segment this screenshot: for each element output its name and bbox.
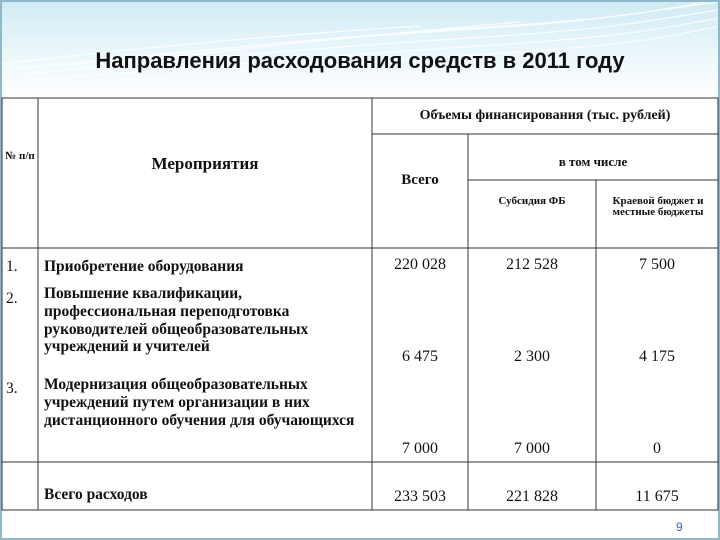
row-1-total: 220 028 [394,256,446,273]
row-2-total: 6 475 [402,348,438,365]
header-subsidy: Субсидия ФБ [498,195,566,207]
row-3-total: 7 000 [402,440,438,457]
header-no: № п/п [5,150,35,162]
total-row-regional: 11 675 [635,488,679,505]
row-1-subsidy: 212 528 [506,256,558,273]
slide-title: Направления расходования средств в 2011 году [95,48,625,73]
row-2-event: Повышение квалификации, профессиональная переподготовка руководителей общеобразовательных учреждений и учителей [44,285,309,356]
total-row-total: 233 503 [394,488,446,505]
header-total: Всего [401,172,439,188]
header-event: Мероприятия [151,154,259,173]
header-regional: Краевой бюджет и местные бюджеты [612,195,704,218]
row-2-no: 2. [6,290,18,307]
page-number: 9 [676,520,683,534]
header-including-group: в том числе [558,154,628,169]
row-3-subsidy: 7 000 [514,440,550,457]
header-funding-group: Объемы финансирования (тыс. рублей) [419,108,671,123]
row-3-no: 3. [6,380,18,397]
total-row-label: Всего расходов [44,486,148,503]
row-3-event: Модернизация общеобразовательных учреждений путем организации в них дистанционного обучения для обучающихся [44,376,355,429]
row-1-no: 1. [6,258,18,275]
row-2-subsidy: 2 300 [514,348,550,365]
row-1-regional: 7 500 [639,256,675,273]
row-2-regional: 4 175 [639,348,675,365]
row-3-regional: 0 [653,440,661,457]
total-row-subsidy: 221 828 [506,488,558,505]
row-1-event: Приобретение оборудования [44,258,244,275]
